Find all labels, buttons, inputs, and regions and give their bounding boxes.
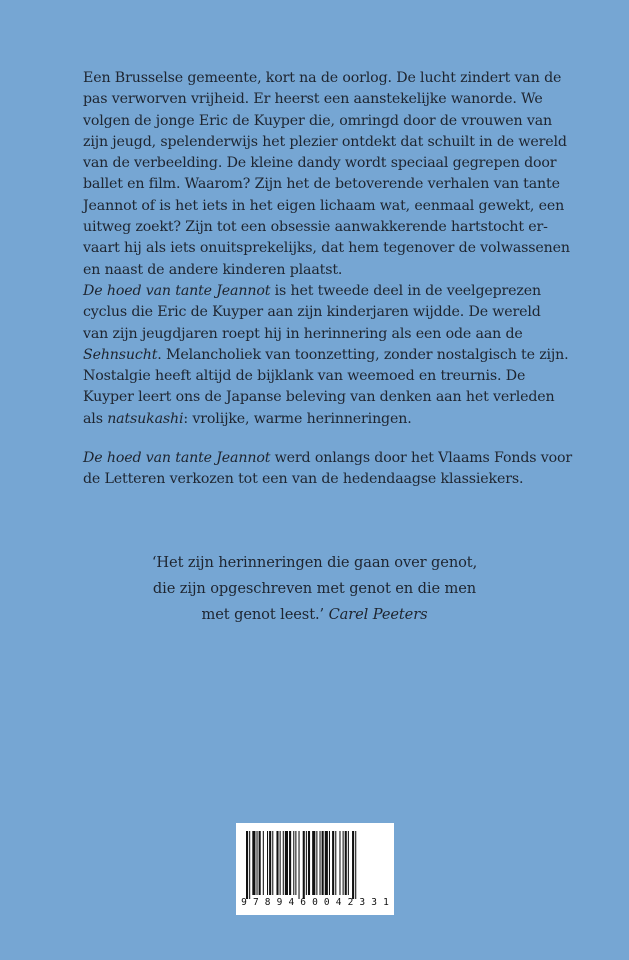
- barcode-digit: 3: [359, 897, 366, 908]
- barcode-bar: [285, 831, 288, 895]
- barcode-bar: [269, 831, 271, 895]
- barcode-bar: [335, 831, 336, 895]
- blurb-paragraph-3: [83, 448, 573, 491]
- barcode-bar: [272, 831, 273, 895]
- text-fragment: : vrolijke, warme herinneringen.: [183, 410, 412, 427]
- barcode-bar: [339, 831, 340, 895]
- barcode-digit: 2: [347, 897, 354, 908]
- text-line: cyclus die Eric de Kuyper aan zijn kinderjaren wijdde. De wereld: [83, 304, 541, 321]
- barcode-bar: [325, 831, 328, 895]
- barcode-bar: [283, 831, 284, 895]
- text-line: Een Brusselse gemeente, kort na de oorlog. De lucht zindert van de: [83, 70, 562, 86]
- blurb-paragraph-2: [83, 281, 569, 430]
- text-line: vaart hij als iets onuitsprekelijks, dat hem tegenover de volwassenen: [83, 240, 570, 257]
- barcode-digit: 9: [241, 897, 247, 908]
- quote-line: die zijn opgeschreven met genot en die men: [152, 580, 477, 597]
- barcode-digits: [240, 897, 390, 908]
- text-fragment: . Melancholiek van toonzetting, zonder nostalgisch te zijn.: [157, 346, 569, 363]
- quote-line: [0, 602, 629, 628]
- barcode-bar: [252, 831, 255, 895]
- text-line: en naast de andere kinderen plaatst.: [83, 261, 343, 278]
- barcode-bar: [303, 831, 305, 899]
- barcode-bar: [257, 831, 258, 895]
- barcode-digit: 9: [276, 897, 283, 908]
- barcode-bar: [263, 831, 264, 895]
- text-line: ballet en film. Waarom? Zijn het de betoverende verhalen van tante: [83, 176, 560, 193]
- barcode-bar: [352, 831, 354, 899]
- text-fragment: als: [83, 410, 108, 427]
- barcode-bar: [306, 831, 307, 895]
- quote-fragment: met genot leest.’: [201, 606, 329, 623]
- text-line: [83, 409, 561, 430]
- review-quote: [0, 550, 629, 628]
- term-sehnsucht: Sehnsucht: [83, 346, 158, 363]
- barcode-bar: [348, 831, 349, 895]
- barcode-digit: 0: [323, 897, 330, 908]
- text-line: van zijn jeugdjaren roept hij in herinnering als een ode aan de: [83, 325, 523, 342]
- barcode-digit: 0: [312, 897, 318, 908]
- barcode-digit: 8: [264, 897, 271, 908]
- text-line: pas verworven vrijheid. Er heerst een aanstekelijke wanorde. We: [83, 91, 543, 108]
- book-title: De hoed van tante Jeannot: [83, 450, 271, 467]
- text-fragment: is het tweede deel in de veelgeprezen: [270, 282, 541, 299]
- blurb-text: [83, 68, 573, 491]
- barcode-bar: [329, 831, 330, 895]
- barcode-bar: [289, 831, 291, 895]
- text-line: volgen de jonge Eric de Kuyper die, omringd door de vrouwen van: [83, 112, 553, 129]
- barcode-bar: [280, 831, 281, 895]
- barcode-bar: [267, 831, 268, 895]
- text-line: zijn jeugd, spelenderwijs het plezier ontdekt dat schuilt in de wereld: [83, 133, 567, 150]
- barcode-bar: [293, 831, 294, 895]
- text-fragment: werd onlangs door het Vlaams Fonds voor: [270, 450, 573, 467]
- barcode-digit: 6: [300, 897, 306, 908]
- barcode-bar: [332, 831, 334, 895]
- text-line: van de verbeelding. De kleine dandy wordt speciaal gegrepen door: [83, 155, 557, 172]
- text-line: [83, 345, 569, 366]
- text-line: Jeannot of is het iets in het eigen lichaam wat, eenmaal gewekt, een: [83, 197, 565, 214]
- barcode-bar: [246, 831, 248, 899]
- term-natsukashi: natsukashi: [107, 410, 184, 427]
- text-line: uitweg zoekt? Zijn tot een obsessie aanwakkerende hartstocht er-: [83, 219, 548, 236]
- barcode-bar: [320, 831, 321, 895]
- isbn-barcode: [236, 823, 394, 915]
- barcode-bar: [343, 831, 344, 895]
- barcode-bar: [259, 831, 261, 895]
- barcode-digit: 7: [252, 897, 259, 908]
- barcode-bar: [316, 831, 317, 895]
- barcode-bar: [249, 831, 250, 899]
- barcode-digit: 3: [371, 897, 377, 908]
- barcode-bar: [295, 831, 296, 895]
- paragraph-gap: [83, 430, 561, 448]
- text-line: [83, 281, 561, 302]
- barcode-bar: [299, 831, 300, 899]
- blurb-paragraph-1: [83, 68, 570, 281]
- text-line: [83, 448, 573, 469]
- text-line: Nostalgie heeft altijd de bijklank van weemoed en treurnis. De: [83, 368, 526, 385]
- text-line: de Letteren verkozen tot een van de hedendaagse klassiekers.: [83, 471, 524, 488]
- book-title: De hoed van tante Jeannot: [83, 282, 271, 299]
- barcode-digit: 1: [383, 897, 389, 908]
- barcode-bar: [276, 831, 278, 895]
- barcode-digit: 4: [288, 897, 295, 908]
- barcode-bar: [322, 831, 324, 895]
- barcode-bar: [312, 831, 315, 895]
- barcode-bar: [308, 831, 310, 895]
- barcode-bar: [355, 831, 356, 899]
- quote-author: Carel Peeters: [328, 606, 428, 623]
- text-line: Kuyper leert ons de Japanse beleving van denken aan het verleden: [83, 389, 555, 406]
- quote-line: ‘Het zijn herinneringen die gaan over genot,: [151, 554, 478, 571]
- barcode-digit: 4: [335, 897, 342, 908]
- barcode-bar: [345, 831, 347, 895]
